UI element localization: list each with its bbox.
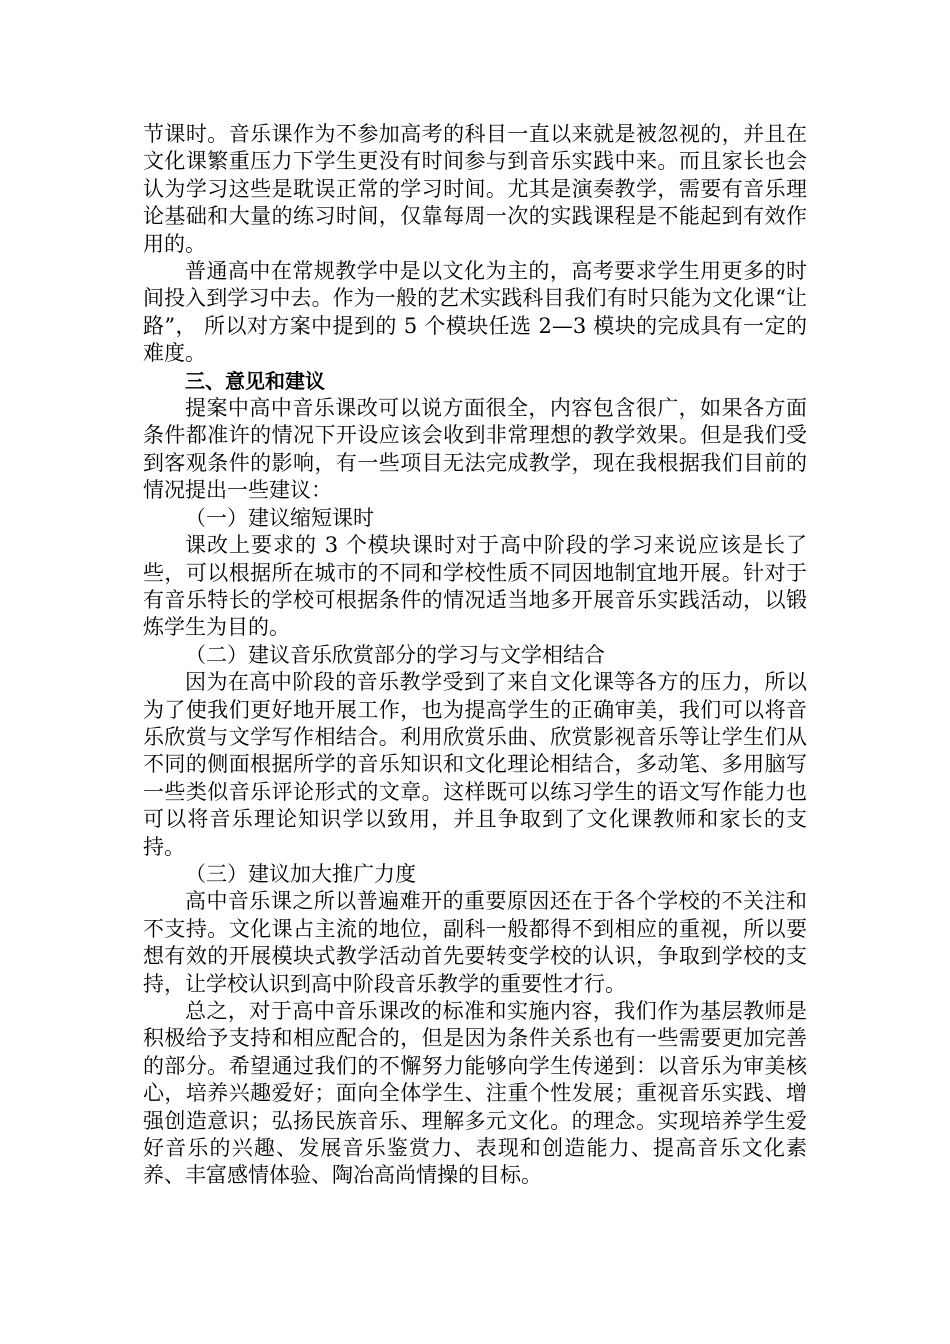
section-heading-suggestions: 三、意见和建议 xyxy=(185,368,325,393)
paragraph-shorten-hours: 课改上要求的 3 个模块课时对于高中阶段的学习来说应该是长了些，可以根据所在城市的不同和学校性质不同因地制宜地开展。针对于有音乐特长的学校可根据条件的情况适当地多开展音乐实践活动，以锻炼学生为目的。 xyxy=(143,533,807,640)
paragraph-music-literature: 因为在高中阶段的音乐教学受到了来自文化课等各方的压力，所以为了使我们更好地开展工作，也为提高学生的正确审美，我们可以将音乐欣赏与文学写作相结合。利用欣赏乐曲、欣赏影视音乐等让学生们从不同的侧面根据所学的音乐知识和文化理论相结合，多动笔、多用脑写一些类似音乐评论形式的文章。这样既可以练习学生的语文写作能力也可以将音乐理论知识学以致用，并且争取到了文化课教师和家长的支持。 xyxy=(143,670,807,859)
paragraph-suggestions-intro: 提案中高中音乐课改可以说方面很全，内容包含很广，如果各方面条件都准许的情况下开设应该会收到非常理想的教学效果。但是我们受到客观条件的影响，有一些项目无法完成教学，现在我根据我们目前的情况提出一些建议： xyxy=(143,396,807,503)
subheading-promotion: （三）建议加大推广力度 xyxy=(185,861,416,886)
paragraph-promotion: 高中音乐课之所以普遍难开的重要原因还在于各个学校的不关注和不支持。文化课占主流的地位，副科一般都得不到相应的重视，所以要想有效的开展模块式教学活动首先要转变学校的认识，争取到学校的支持，让学校认识到高中阶段音乐教学的重要性才行。 xyxy=(143,889,807,996)
subheading-shorten-hours: （一）建议缩短课时 xyxy=(185,505,374,530)
paragraph-conclusion: 总之，对于高中音乐课改的标准和实施内容，我们作为基层教师是积极给予支持和相应配合的，但是因为条件关系也有一些需要更加完善的部分。希望通过我们的不懈努力能够向学生传递到：以音乐为审美核心，培养兴趣爱好；面向全体学生、注重个性发展；重视音乐实践、增强创造意识；弘扬民族音乐、理解多元文化。的理念。实现培养学生爱好音乐的兴趣、发展音乐鉴赏力、表现和创造能力、提高音乐文化素养、丰富感情体验、陶冶高尚情操的目标。 xyxy=(143,999,807,1188)
subheading-music-literature: （二）建议音乐欣赏部分的学习与文学相结合 xyxy=(185,642,605,667)
paragraph-exam-pressure: 普通高中在常规教学中是以文化为主的，高考要求学生用更多的时间投入到学习中去。作为一般的艺术实践科目我们有时只能为文化课“让路”， 所以对方案中提到的 5 个模块任选 2—3 模块的完成具有一定的难度。 xyxy=(143,259,807,366)
document-page xyxy=(143,121,807,1190)
paragraph-continuation: 节课时。音乐课作为不参加高考的科目一直以来就是被忽视的，并且在文化课繁重压力下学生更没有时间参与到音乐实践中来。而且家长也会认为学习这些是耽误正常的学习时间。尤其是演奏教学，需要有音乐理论基础和大量的练习时间，仅靠每周一次的实践课程是不能起到有效作用的。 xyxy=(143,122,807,256)
